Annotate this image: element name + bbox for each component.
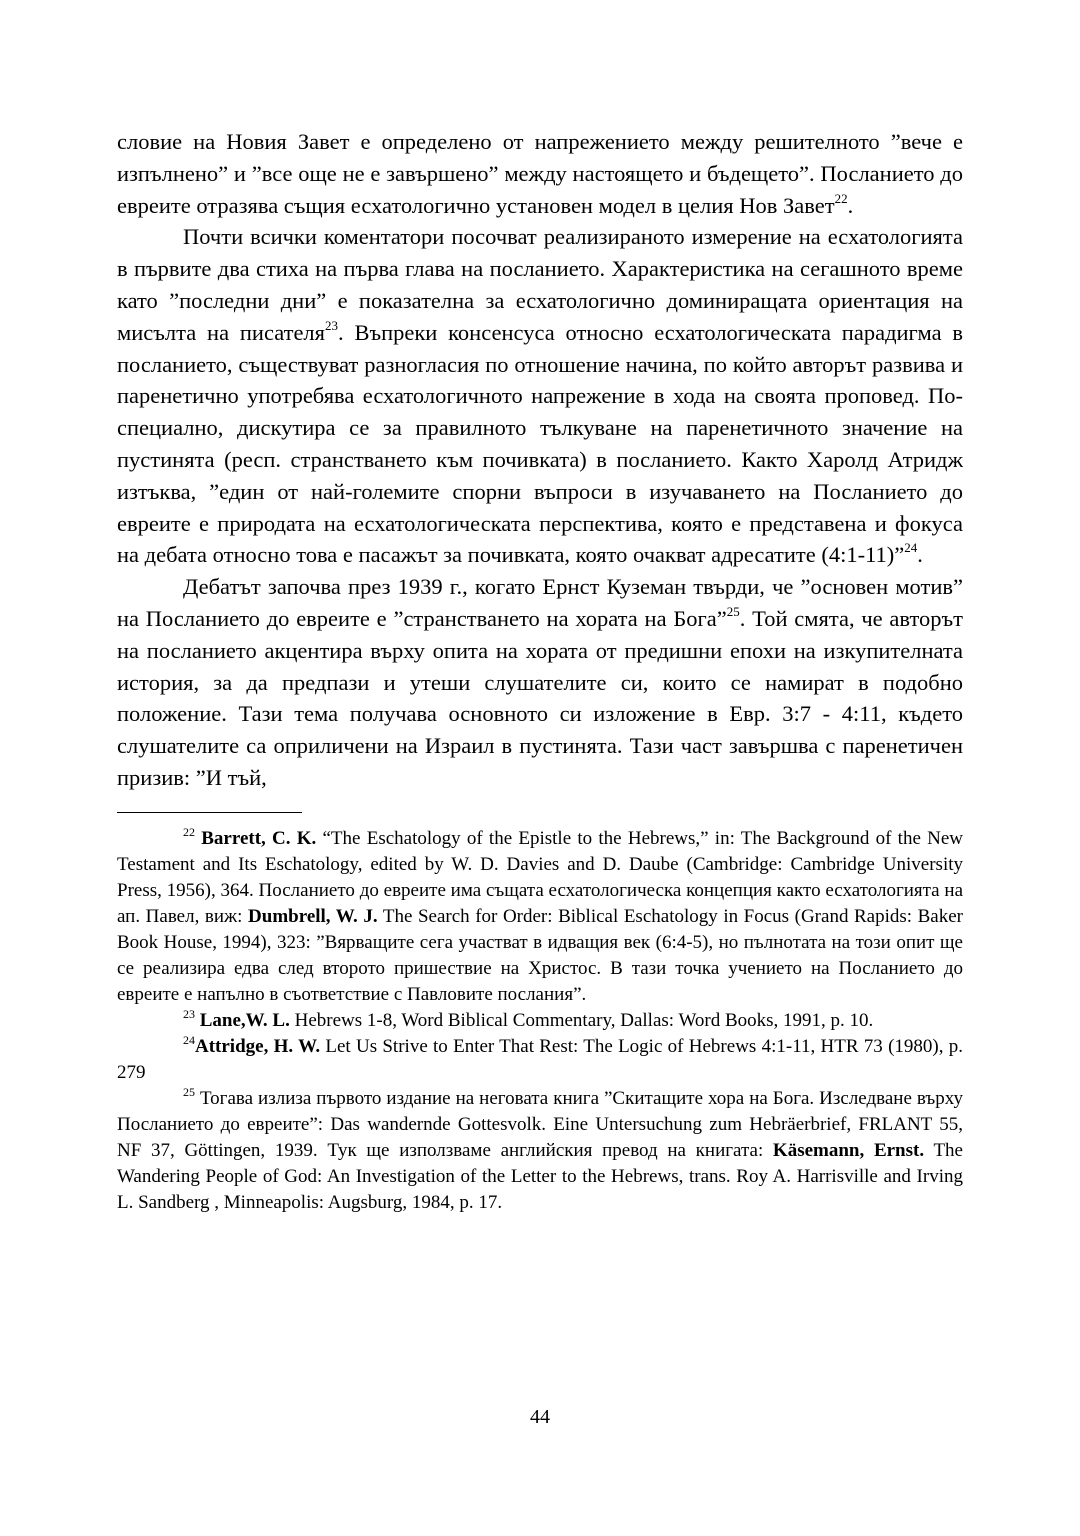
paragraph-1 [117, 126, 963, 221]
footnote-author: Käsemann, Ernst. [772, 1139, 925, 1161]
footnote-number: 22 [183, 824, 195, 839]
paragraph-1-end: . [847, 192, 854, 218]
footnote-text: The Search for Order: Biblical Eschatology in Focus (Grand Rapids: Baker Book House, 1994), 323: ”Вярващите сега участват в идващия век (6:4-5), но пълнотата на този опит ще се реализира едва след второто пришествие на Христос. В тази точка учението на Посланието до евреите е напълно в съответствие с Павловите послания”. [117, 905, 964, 1005]
paragraph-2-end: . [917, 542, 923, 568]
main-text [117, 126, 963, 794]
footnote-number: 23 [183, 1006, 195, 1021]
footnote-number: 24 [183, 1032, 195, 1047]
footnote-ref-24[interactable]: 24 [904, 540, 918, 556]
footnote-number: 25 [183, 1084, 195, 1099]
footnote-author: Attridge, H. W. [195, 1035, 321, 1057]
footnote-author: Dumbrell, W. J. [248, 905, 378, 927]
footnote-author: Lane,W. L. [199, 1009, 290, 1031]
footnotes [117, 826, 963, 1216]
footnote-ref-23[interactable]: 23 [325, 317, 339, 333]
footnote-text: Let Us Strive to Enter That Rest: The Logic of Hebrews 4:1-11, HTR 73 (1980), p. 279 [117, 1035, 964, 1083]
footnote-text: Тогава излиза първото издание на неговата книга ”Скитащите хора на Бога. Изследване върху Посланието до евреите”: Das wandernde Gottesvolk. Eine Untersuchung zum Hebräerbrief, FRLANT 55, NF 37, Göttingen, 1939. Тук ще използваме английския превод на книгата: [117, 1087, 963, 1161]
footnote-text: The Wandering People of God: An Investigation of the Letter to the Hebrews, trans. Roy A. Harrisville and Irving L. Sandberg , Minneapolis: Augsburg, 1984, p. 17. [117, 1139, 963, 1213]
footnote-text: Hebrews 1-8, Word Biblical Commentary, Dallas: Word Books, 1991, p. 10. [289, 1009, 874, 1031]
page-content [117, 126, 963, 1216]
footnote-ref-22[interactable]: 22 [834, 190, 848, 206]
footnote-23 [117, 1008, 963, 1034]
footnote-ref-25[interactable]: 25 [726, 603, 740, 619]
paragraph-3-text-a: Дебатът започва през 1939 г., когато Ернст Куземан твърди, че ”основен мотив” на Посланието до евреите е ”странстването на хората на Бога” [117, 574, 963, 631]
footnote-separator [117, 812, 302, 813]
paragraph-3-text-b: . Той смята, че авторът на посланието акцентира върху опита на хората от предишни епохи на изкупителната история, за да предпази и утеши слушателите си, които се намират в подобно положение. Тази тема получава основното си изложение в Евр. 3:7 - 4:11, където слушателите са оприличени на Израил в пустинята. Тази част завършва с паренетичен призив: ”И тъй, [117, 605, 963, 790]
page-number: 44 [530, 1406, 550, 1428]
paragraph-3 [117, 571, 963, 794]
footnote-text: “The Eschatology of the Epistle to the Hebrews,” in: The Background of the New Testament and Its Eschatology, edited by W. D. Davies and D. Daube (Cambridge: Cambridge University Press, 1956), 364. Посланието до евреите има същата есхатологическа концепция както есхатологията на ап. Павел, виж: [117, 827, 964, 927]
paragraph-1-text: словие на Новия Завет е определено от напрежението между решителното ”вече е изпълнено” и ”все още не е завършено” между настоящето и бъдещето”. Посланието до евреите отразява същия есхатологично установен модел в целия Нов Завет [117, 129, 963, 218]
footnote-25 [117, 1086, 963, 1216]
footnote-author: Barrett, C. K. [201, 827, 317, 849]
footnote-24 [117, 1034, 963, 1086]
paragraph-2-text-b: . Въпреки консенсуса относно есхатологическата парадигма в посланието, съществуват разногласия по отношение начина, по който авторът развива и паренетично употребява есхатологичното напрежение в хода на своята проповед. По-специално, дискутира се за правилното тълкуване на паренетичното значение на пустинята (респ. странстването към почивката) в посланието. Както Харолд Атридж изтъква, ”един от най-големите спорни въпроси в изучаването на Посланието до евреите е природата на есхатологическата перспектива, която е представена и фокуса на дебата относно това е пасажът за почивката, която очакват адресатите (4:1-11)” [117, 319, 963, 568]
footnote-22 [117, 826, 963, 1008]
paragraph-2 [117, 221, 963, 571]
paragraph-2-text-a: Почти всички коментатори посочват реализираното измерение на есхатологията в първите два стиха на първа глава на посланието. Характеристика на сегашното време като ”последни дни” е показателна за есхатологично доминиращата ориентация на мисълта на писателя [117, 224, 963, 345]
